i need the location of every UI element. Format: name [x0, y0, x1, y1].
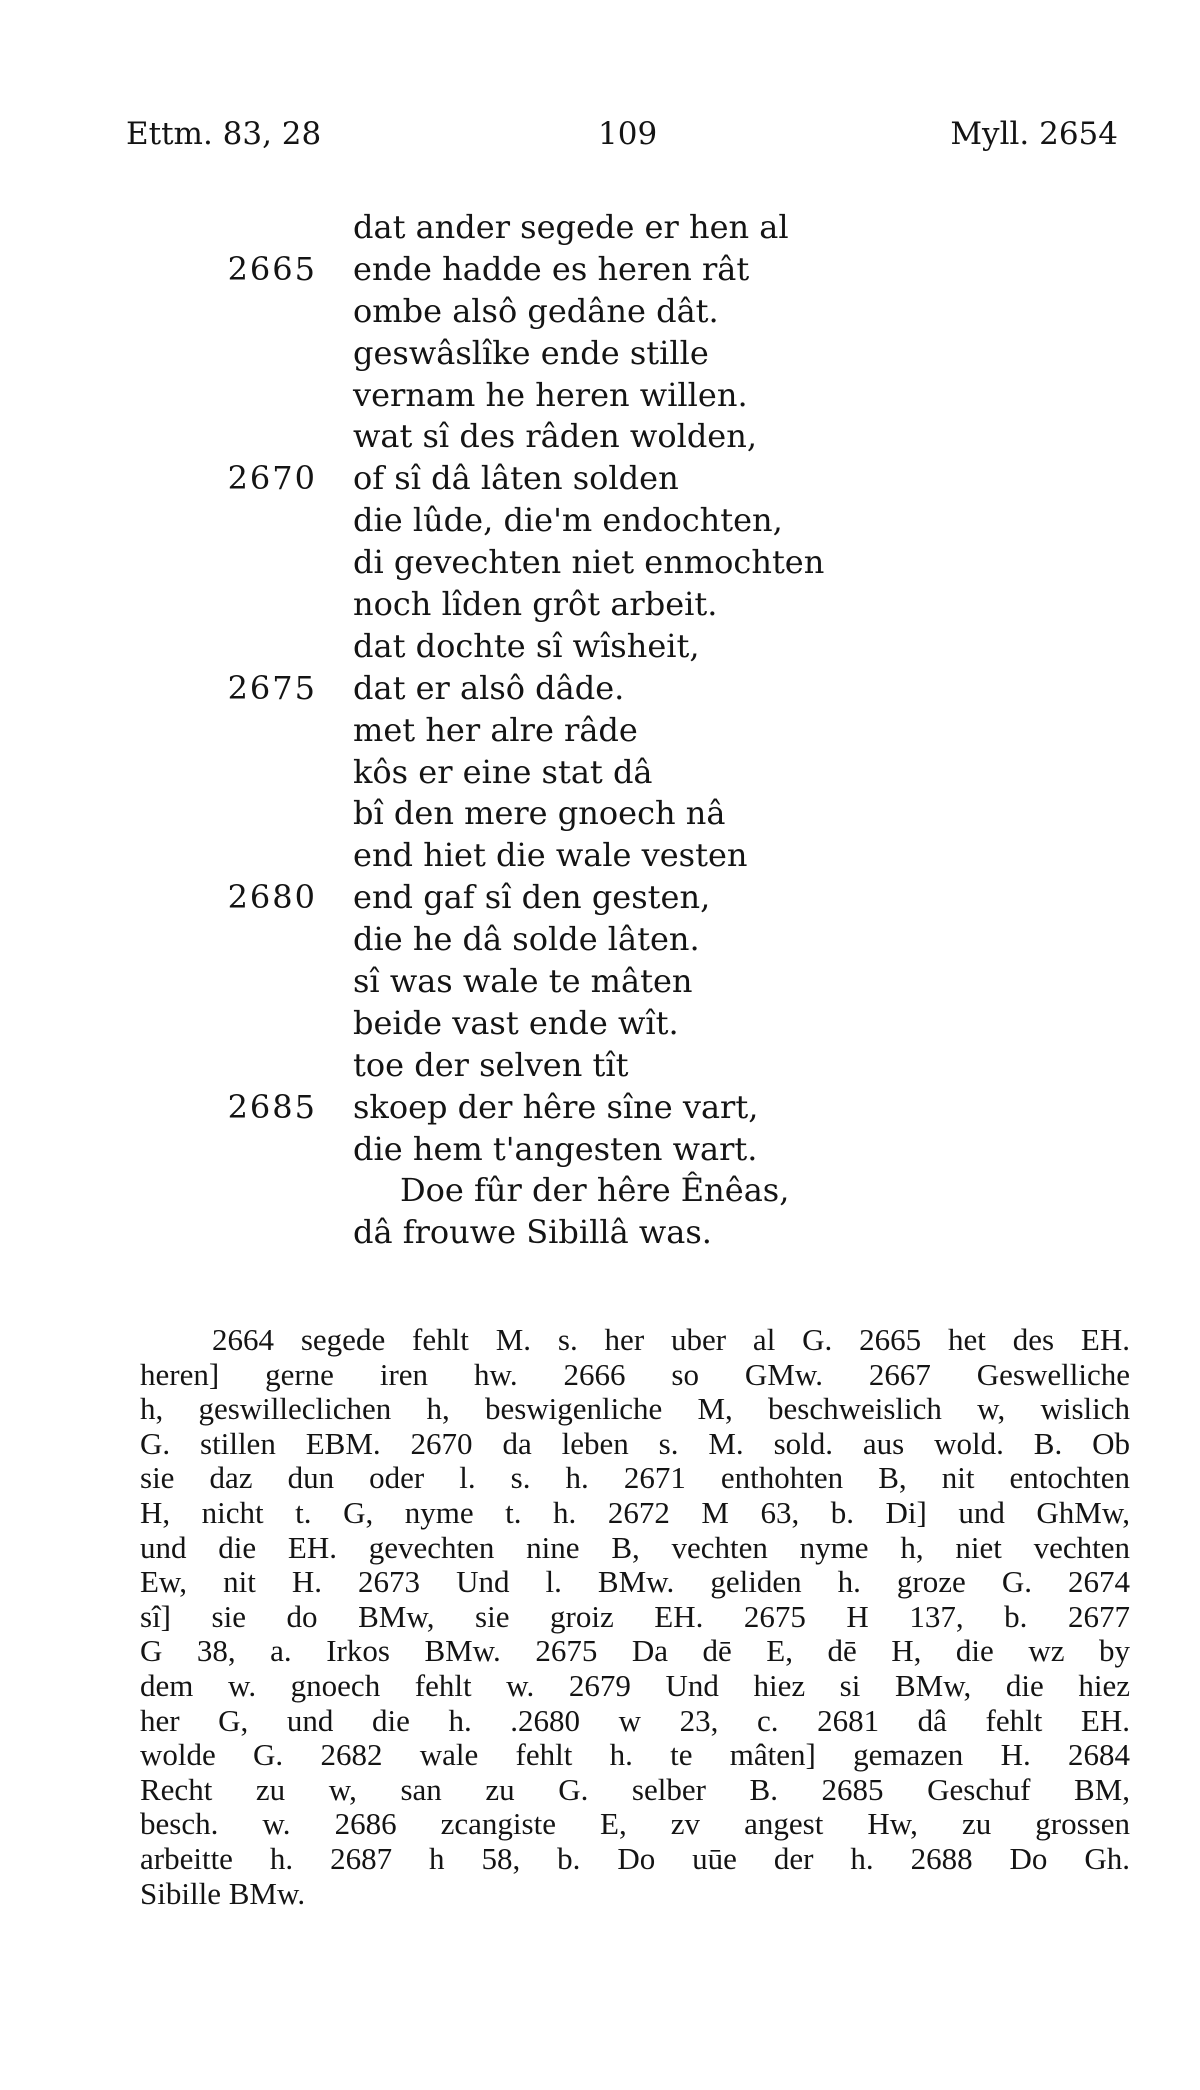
- verse-line: [0, 710, 1200, 752]
- verse-text-line: vernam he heren willen.: [353, 375, 748, 414]
- verse-text-line: dat er alsô dâde.: [353, 668, 625, 707]
- verse-line: [0, 458, 1200, 500]
- apparatus-line: arbeitte h. 2687 h 58, b. Do uūe der h. 2688 Do Gh.: [140, 1840, 1130, 1876]
- apparatus-line: sie daz dun oder l. s. h. 2671 enthohten B, nit entochten: [140, 1460, 1130, 1496]
- verse-text-line: ombe alsô gedâne dât.: [353, 291, 719, 330]
- verse-text-line: end hiet die wale vesten: [353, 836, 748, 875]
- verse-line: [0, 333, 1200, 375]
- verse-text-line: Doe fûr der hêre Ênêas,: [400, 1171, 790, 1210]
- verse-text-line: toe der selven tît: [353, 1045, 629, 1084]
- verse-text-line: wat sî des râden wolden,: [353, 417, 758, 456]
- apparatus-line: heren] gerne iren hw. 2666 so GMw. 2667 Geswelliche: [140, 1356, 1130, 1392]
- running-head: [126, 112, 1118, 156]
- verse-text-line: dat ander segede er hen al: [353, 208, 789, 246]
- apparatus-line: sî] sie do BMw, sie groiz EH. 2675 H 137, b. 2677: [140, 1598, 1130, 1634]
- verse-text-line: dat dochte sî wîsheit,: [353, 626, 700, 665]
- apparatus-line: dem w. gnoech fehlt w. 2679 Und hiez si BMw, die hiez: [140, 1667, 1130, 1703]
- apparatus-line: besch. w. 2686 zcangiste E, zv angest Hw, zu grossen: [140, 1806, 1130, 1842]
- verse-text-line: beide vast ende wît.: [353, 1003, 679, 1042]
- verse-text-line: geswâslîke ende stille: [353, 333, 709, 372]
- verse-text-line: die hem t'angesten wart.: [353, 1129, 758, 1168]
- running-head-right: Myll. 2654: [950, 116, 1118, 152]
- apparatus-line: Recht zu w, san zu G. selber B. 2685 Geschuf BM,: [140, 1771, 1130, 1807]
- apparatus-line: 2664 segede fehlt M. s. her uber al G. 2665 het des EH.: [212, 1322, 1130, 1357]
- verse-line: [0, 1087, 1200, 1129]
- verse-number: 2675: [227, 668, 317, 707]
- verse-line: [0, 249, 1200, 291]
- verse-line: [0, 626, 1200, 668]
- apparatus-line: und die EH. gevechten nine B, vechten nyme h, niet vechten: [140, 1529, 1130, 1565]
- verse-line: [0, 793, 1200, 835]
- apparatus-line: H, nicht t. G, nyme t. h. 2672 M 63, b. Di] und GhMw,: [140, 1494, 1130, 1530]
- critical-apparatus: [140, 1323, 1130, 1911]
- verse-text-line: met her alre râde: [353, 710, 638, 749]
- apparatus-line: her G, und die h. .2680 w 23, c. 2681 dâ fehlt EH.: [140, 1702, 1130, 1738]
- verse-line: [0, 835, 1200, 877]
- verse-line: [0, 752, 1200, 794]
- verse-text-line: of sî dâ lâten solden: [353, 459, 679, 498]
- apparatus-line: Sibille BMw.: [140, 1875, 306, 1911]
- verse-line: [0, 877, 1200, 919]
- apparatus-line: Ew, nit H. 2673 Und l. BMw. geliden h. groze G. 2674: [140, 1564, 1130, 1600]
- verse-number: 2685: [227, 1087, 317, 1126]
- verse-text-line: sî was wale te mâten: [353, 962, 693, 1001]
- page-number: 109: [598, 116, 658, 152]
- verse-number: 2680: [227, 878, 317, 917]
- verse-text-line: skoep der hêre sîne vart,: [353, 1087, 759, 1126]
- verse-line: [0, 584, 1200, 626]
- verse-text-line: dâ frouwe Sibillâ was.: [353, 1213, 712, 1252]
- verse-text-line: die lûde, die'm endochten,: [353, 501, 783, 540]
- verse-line: [0, 919, 1200, 961]
- verse-text-line: bî den mere gnoech nâ: [353, 794, 726, 833]
- verse-line: [0, 375, 1200, 417]
- verse-line: [0, 1129, 1200, 1171]
- verse-line: [0, 668, 1200, 710]
- verse-text-line: noch lîden grôt arbeit.: [353, 585, 718, 624]
- verse-line: [0, 1003, 1200, 1045]
- verse-text-line: ende hadde es heren rât: [353, 249, 750, 288]
- verse-number: 2665: [227, 249, 317, 288]
- apparatus-line: h, geswilleclichen h, beswigenliche M, beschweislich w, wislich: [140, 1391, 1130, 1427]
- apparatus-line: G. stillen EBM. 2670 da leben s. M. sold. aus wold. B. Ob: [140, 1425, 1130, 1461]
- verse-text-line: die he dâ solde lâten.: [353, 920, 700, 959]
- verse-line: [0, 500, 1200, 542]
- verse-line: [0, 291, 1200, 333]
- apparatus-line: wolde G. 2682 wale fehlt h. te mâten] gemazen H. 2684: [140, 1737, 1130, 1773]
- verse-text-line: end gaf sî den gesten,: [353, 878, 711, 917]
- verse-line: [0, 1212, 1200, 1254]
- verse-text: [0, 207, 1200, 1254]
- verse-text-line: kôs er eine stat dâ: [353, 752, 653, 791]
- verse-line: [0, 961, 1200, 1003]
- verse-line: [0, 542, 1200, 584]
- verse-number: 2670: [227, 459, 317, 498]
- verse-line: [0, 1170, 1200, 1212]
- verse-line: [0, 1045, 1200, 1087]
- verse-line: [0, 207, 1200, 249]
- verse-text-line: di gevechten niet enmochten: [353, 543, 825, 582]
- verse-line: [0, 416, 1200, 458]
- running-head-left: Ettm. 83, 28: [126, 116, 322, 152]
- apparatus-line: G 38, a. Irkos BMw. 2675 Da dē E, dē H, die wz by: [140, 1633, 1130, 1669]
